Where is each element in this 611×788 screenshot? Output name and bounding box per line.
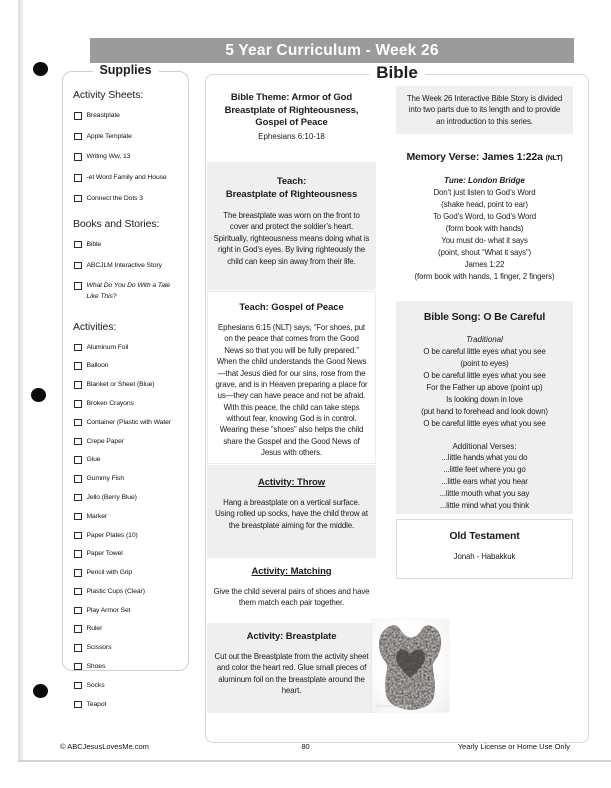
checkbox-icon: [74, 682, 82, 690]
checklist-item: [74, 281, 183, 301]
header-bar: [90, 38, 574, 63]
checkbox-icon: [74, 262, 82, 270]
additional-verses-heading: Additional Verses:: [452, 442, 517, 452]
checklist-item: [74, 361, 183, 371]
checklist-item: [74, 474, 183, 484]
heading-line: Gospel of Peace: [255, 117, 328, 129]
checklist-item-label: -et Word Family and House: [86, 174, 167, 182]
old-testament-body: Jonah - Habakkuk: [453, 552, 516, 561]
additional-verses-list: [396, 452, 573, 512]
song-line: (point, shout “What it says”): [438, 248, 531, 258]
checklist-item-label: Crepe Paper: [86, 437, 124, 445]
checklist-item: [74, 587, 183, 597]
checklist-item: [74, 261, 183, 271]
song-line: O be careful little eyes what you see: [423, 371, 546, 381]
bible-song-attribution: Traditional: [466, 335, 503, 344]
checklist-item: [74, 568, 183, 578]
books-stories-list: [73, 240, 183, 302]
checklist-item-label: Pencil with Grip: [86, 569, 133, 577]
checkbox-icon: [74, 174, 82, 182]
checklist-item-label: Ruler: [86, 625, 103, 633]
song-line: You must do- what it says: [441, 236, 528, 246]
hole-punch-icon: [33, 684, 48, 698]
activity-matching-body: Give the child several pairs of shoes and have them match each pair together.: [213, 587, 370, 608]
story-note-section: [396, 86, 573, 134]
checklist-item-label: Broken Crayons: [86, 400, 134, 408]
memory-verse-song: [396, 187, 573, 283]
old-testament-heading: Old Testament: [449, 530, 520, 542]
checklist-item: [74, 343, 183, 353]
page-bottom-edge: [18, 760, 611, 762]
checklist-item: [74, 531, 183, 541]
bible-song-heading: Bible Song: O Be Careful: [423, 311, 546, 323]
song-line: To God’s Word, to God’s Word: [432, 212, 537, 222]
checklist-item: [74, 399, 183, 409]
checklist-item: [74, 493, 183, 503]
checklist-item-label: Aluminum Foil: [86, 343, 129, 351]
heading-line: Breastplate of Righteousness,: [224, 104, 359, 116]
song-line: (shake head, point to ear): [441, 200, 528, 210]
checkbox-icon: [74, 133, 82, 141]
checklist-item-label: Apple Template: [86, 132, 132, 140]
checklist-item-label: Teapot: [86, 700, 107, 708]
activities-list: [73, 343, 183, 710]
memory-verse-heading-text: Memory Verse: James 1:22a: [406, 151, 543, 163]
song-line: ...little hands what you do: [441, 453, 528, 463]
memory-verse-tune: Tune: London Bridge: [444, 176, 525, 185]
checklist-item-label: Play Armor Set: [86, 606, 131, 614]
checklist-item-label: Writing Ww, 13: [86, 153, 131, 161]
teach-gospel-heading: Teach: Gospel of Peace: [239, 302, 344, 313]
heading-line: Bible Theme: Armor of God: [230, 92, 353, 103]
checklist-item-label: Gummy Fish: [86, 475, 125, 483]
bible-song-lyrics: [396, 346, 573, 430]
checkbox-icon: [74, 195, 82, 203]
song-line: Is looking down in love: [446, 395, 523, 405]
footer-license: Yearly License or Home Use Only: [457, 742, 570, 751]
teach-breastplate-section: [207, 162, 376, 290]
song-line: ...little ears what you hear: [441, 477, 528, 487]
checkbox-icon: [74, 282, 82, 290]
checkbox-icon: [74, 241, 82, 249]
checklist-item-label: Breastplate: [86, 112, 120, 119]
teach-breastplate-body: The breastplate was worn on the front to cover and protect the soldier’s heart. Spiritually, righteousness means doing what is right in God’s eyes. By living righteously the child can keep sin away from their life.: [213, 211, 370, 266]
checkbox-icon: [74, 569, 82, 577]
books-stories-heading: Books and Stories:: [73, 217, 160, 230]
checklist-item-label: Container (Plastic with Water: [86, 418, 171, 426]
checklist-item: [74, 455, 183, 465]
checklist-item-label: ABCJLM Interactive Story: [86, 261, 162, 269]
checkbox-icon: [74, 153, 82, 161]
bible-song-section: [396, 301, 573, 514]
checklist-item-label: Paper Towel: [86, 550, 123, 558]
supplies-panel: [62, 63, 189, 708]
checklist-item: [74, 662, 183, 672]
activity-throw-heading: Activity: Throw: [257, 477, 326, 488]
checklist-item-label: What Do You Do With a Tale Like This?: [86, 282, 170, 300]
heading-line: Teach:: [276, 176, 307, 187]
checkbox-icon: [74, 112, 82, 120]
checkbox-icon: [74, 362, 82, 370]
story-note-text: The Week 26 Interactive Bible Story is divided into two parts due to its length and to provide an introduction to this series.: [406, 94, 563, 126]
footer-copyright: © ABCJesusLovesMe.com: [60, 742, 149, 751]
activity-throw-body: Hang a breastplate on a vertical surface. Using rolled up socks, have the child throw at the breastplate aiming for the middle.: [215, 498, 368, 530]
heading-line: Breastplate of Righteousness: [225, 188, 358, 200]
song-line: For the Father up above (point up): [426, 383, 543, 393]
song-line: ...little feet where you go: [443, 465, 526, 475]
checklist-item-label: Paper Plates (10): [86, 531, 138, 539]
bible-theme-heading: [207, 92, 376, 130]
checkbox-icon: [74, 532, 82, 540]
checkbox-icon: [74, 607, 82, 615]
checkbox-icon: [74, 400, 82, 408]
checkbox-icon: [74, 588, 82, 596]
checkbox-icon: [74, 456, 82, 464]
checklist-item: [74, 173, 183, 183]
checklist-item-label: Plastic Cups (Clear): [86, 587, 145, 595]
checklist-item: [74, 380, 183, 390]
breastplate-craft-photo: [372, 619, 449, 712]
checkbox-icon: [74, 438, 82, 446]
song-line: O be careful little eyes what you see: [423, 419, 546, 429]
song-line: (put hand to forehead and look down): [421, 407, 548, 417]
checklist-item-label: Socks: [86, 681, 105, 689]
memory-verse-translation: (NLT): [545, 155, 563, 162]
song-line: James 1:22: [464, 260, 505, 270]
checklist-item: [74, 700, 183, 710]
song-line: (form book with hands, 1 finger, 2 fingers): [414, 272, 555, 282]
checklist-item-label: Blanket or Sheet (Blue): [86, 381, 155, 389]
checklist-item: [74, 606, 183, 616]
checklist-item-label: Marker: [86, 512, 108, 520]
checklist-item: [74, 437, 183, 447]
checkbox-icon: [74, 494, 82, 502]
activity-matching-heading: Activity: Matching: [251, 566, 332, 577]
activity-breastplate-heading: Activity: Breastplate: [246, 631, 337, 642]
checkbox-icon: [74, 419, 82, 427]
page-title: 5 Year Curriculum - Week 26: [225, 41, 439, 59]
checklist-item: [74, 681, 183, 691]
activity-throw-section: [207, 465, 376, 558]
breastplate-shape: [372, 619, 449, 712]
checkbox-icon: [74, 644, 82, 652]
activity-breastplate-body: Cut out the Breastplate from the activity sheet and color the heart red. Glue small pieces of aluminum foil on the breastplate around the heart.: [214, 652, 369, 696]
checklist-item-label: Balloon: [86, 362, 109, 370]
song-line: ...little mind what you think: [439, 501, 530, 511]
checkbox-icon: [74, 381, 82, 389]
checklist-item: [74, 624, 183, 634]
activity-breastplate-section: [207, 623, 376, 713]
checkbox-icon: [74, 625, 82, 633]
hole-punch-icon: [31, 388, 46, 402]
bible-theme-section: [207, 87, 376, 141]
checklist-item: [74, 152, 183, 162]
supplies-title: Supplies: [92, 63, 158, 77]
checklist-item-label: Jello (Berry Blue): [86, 493, 137, 501]
song-line: Don’t just listen to God’s Word: [433, 188, 536, 197]
checklist-item: [74, 512, 183, 522]
song-line: (point to eyes): [460, 359, 509, 369]
checklist-item-label: Scissors: [86, 644, 112, 652]
checklist-item-label: Bible: [86, 240, 102, 248]
checkbox-icon: [74, 344, 82, 352]
song-line: ...little mouth what you say: [439, 489, 530, 499]
checklist-item: [74, 111, 183, 121]
checklist-item: [74, 549, 183, 559]
teach-breastplate-heading: [207, 176, 376, 201]
checklist-item-label: Connect the Dots 3: [86, 194, 143, 202]
checkbox-icon: [74, 550, 82, 558]
checklist-item: [74, 194, 183, 204]
memory-verse-heading: [396, 151, 573, 163]
bible-title: Bible: [369, 63, 425, 83]
checklist-item: [74, 240, 183, 250]
activity-sheets-list: [73, 111, 183, 204]
photo-watermark: ABCJesusLovesMe: [376, 704, 410, 708]
checklist-item: [74, 643, 183, 653]
old-testament-section: [396, 519, 573, 579]
activities-heading: Activities:: [73, 320, 117, 333]
memory-verse-section: [396, 138, 573, 298]
checklist-item-label: Shoes: [86, 662, 106, 670]
page-number: 80: [301, 742, 310, 751]
song-line: (form book with hands): [445, 224, 524, 234]
teach-gospel-section: [207, 291, 376, 464]
page-edge-shadow: [18, 0, 23, 762]
checkbox-icon: [74, 701, 82, 709]
checkbox-icon: [74, 513, 82, 521]
song-line: O be careful little eyes what you see: [423, 347, 546, 356]
checkbox-icon: [74, 663, 82, 671]
teach-gospel-body: Ephesians 6:15 (NLT) says, “For shoes, put on the peace that comes from the Good News so that you will be fully prepared.” When the child understands the Good News—that Jesus died for our sins, rose from the grave, and is in Heaven preparing a place for us—they can have peace and not be afraid. With this peace, the child can take steps without fear, knowing God is in control. Wearing these “shoes” also helps the child share the Gospel and the Good News of Jesus with others.: [215, 323, 368, 458]
activity-sheets-heading: Activity Sheets:: [73, 89, 144, 101]
checklist-item: [74, 132, 183, 142]
checkbox-icon: [74, 475, 82, 483]
hole-punch-icon: [33, 62, 48, 76]
checklist-item: [74, 418, 183, 428]
activity-matching-section: [207, 559, 376, 622]
checklist-item-label: Glue: [86, 456, 101, 464]
scripture-reference: Ephesians 6:10-18: [258, 131, 325, 141]
